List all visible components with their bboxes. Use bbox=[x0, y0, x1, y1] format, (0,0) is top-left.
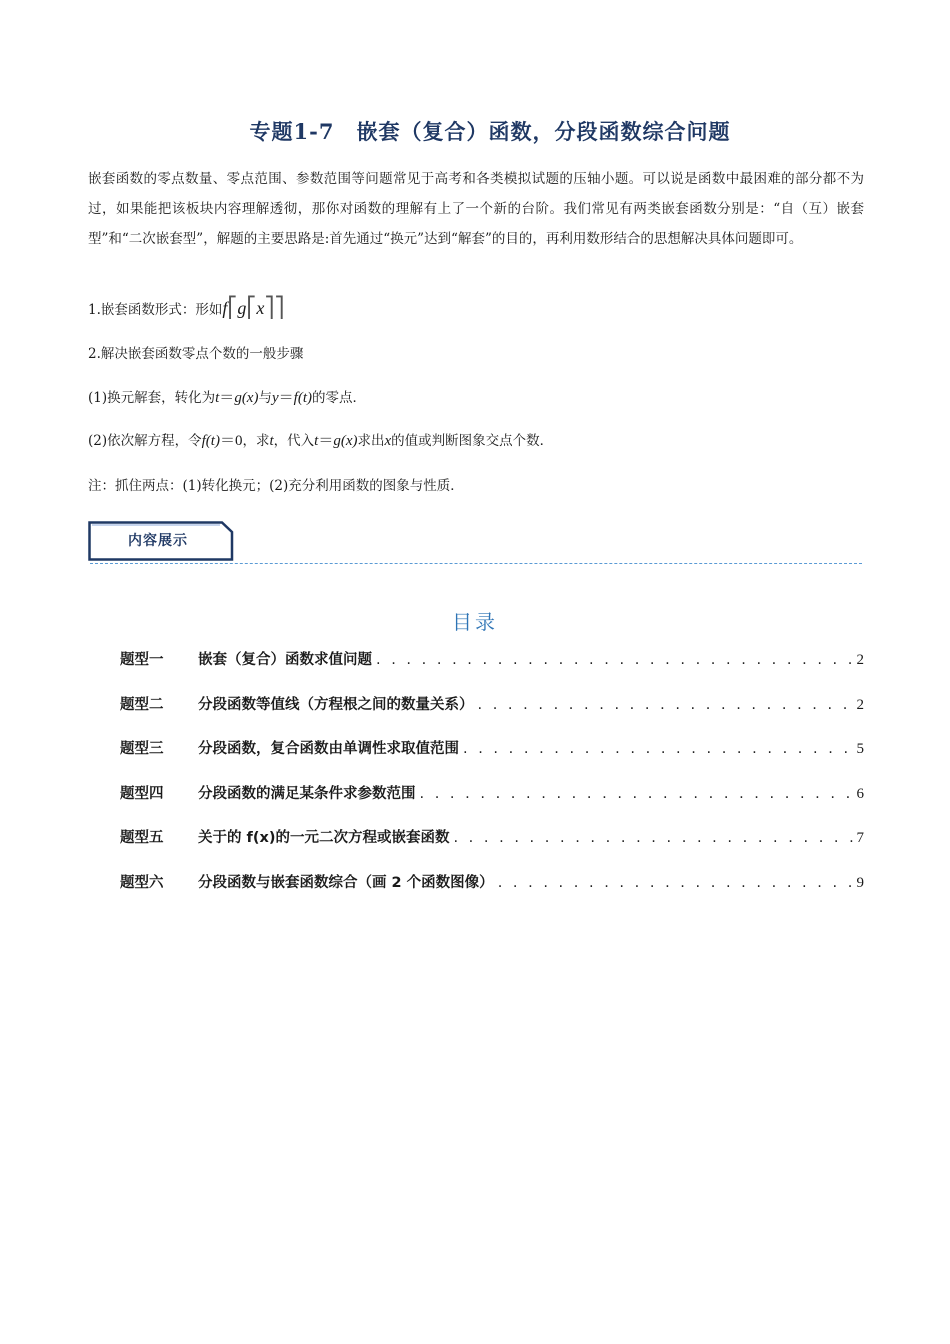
toc-entry-1[interactable] bbox=[120, 648, 864, 693]
toc-entry-page: 2 bbox=[856, 696, 864, 713]
toc-entry-type: 题型一 bbox=[120, 652, 164, 668]
note: 注：抓住两点：(1)转化换元；(2)充分利用函数的图象与性质． bbox=[88, 478, 464, 494]
toc-leader-dots bbox=[498, 875, 853, 891]
section-divider bbox=[90, 563, 862, 564]
toc-entry-page: 9 bbox=[856, 874, 864, 891]
point-2: 2.解决嵌套函数零点个数的一般步骤 bbox=[88, 346, 304, 362]
toc-leader-dots bbox=[376, 652, 853, 668]
table-of-contents bbox=[120, 648, 864, 915]
intro-paragraph: 嵌套函数的零点数量、零点范围、参数范围等问题常见于高考和各类模拟试题的压轴小题。可以说是函数中最困难的部分都不为过，如果能把该板块内容理解透彻，那你对函数的理解有上了一个新的台阶。我们常见有两类嵌套函数分别是：“自（互）嵌套型”和“二次嵌套型”，解题的主要思路是:首先通过“换元”达到“解套”的目的，再利用数形结合的思想解决具体问题即可。 bbox=[88, 171, 864, 247]
point-3-text-a: (1)换元解套，转化为 bbox=[88, 390, 216, 406]
toc-entry-type: 题型五 bbox=[120, 830, 164, 846]
toc-entry-text: 分段函数等值线（方程根之间的数量关系） bbox=[198, 696, 474, 713]
point-4-text-a: (2)依次解方程，令 bbox=[88, 433, 202, 449]
toc-entry-2[interactable] bbox=[120, 693, 864, 738]
section-tab-label: 内容展示 bbox=[128, 533, 188, 549]
toc-leader-dots bbox=[478, 697, 853, 713]
math-gx: g(x) bbox=[333, 433, 358, 449]
math-eq: ＝ bbox=[278, 390, 294, 406]
point-4-text-c: ，代入 bbox=[273, 433, 315, 449]
toc-leader-dots bbox=[463, 741, 853, 757]
toc-entry-text: 嵌套（复合）函数求值问题 bbox=[198, 652, 372, 668]
toc-entry-5[interactable] bbox=[120, 826, 864, 871]
point-3-text-b: 与 bbox=[258, 390, 272, 406]
toc-entry-3[interactable] bbox=[120, 737, 864, 782]
section-tab bbox=[88, 521, 232, 559]
toc-entry-text: 分段函数的满足某条件求参数范围 bbox=[198, 785, 416, 802]
point-4-text-e: 的值或判断图象交点个数． bbox=[391, 433, 554, 449]
toc-leader-dots bbox=[453, 830, 852, 846]
math-x: x bbox=[384, 433, 392, 449]
point-1-label: 1.嵌套函数形式：形如 bbox=[88, 302, 223, 318]
point-4-text-d: 求出 bbox=[357, 433, 385, 449]
toc-entry-page: 5 bbox=[856, 741, 864, 757]
math-gx: g(x) bbox=[234, 390, 259, 406]
math-t: t bbox=[314, 433, 319, 449]
point-3-text-c: 的零点． bbox=[311, 390, 366, 406]
toc-entry-text: 分段函数，复合函数由单调性求取值范围 bbox=[198, 741, 459, 757]
point-3 bbox=[88, 387, 366, 409]
math-ft: f(t) bbox=[201, 433, 220, 449]
toc-title: 目录 bbox=[452, 610, 498, 634]
toc-entry-4[interactable] bbox=[120, 782, 864, 827]
math-y: y bbox=[271, 390, 279, 406]
toc-entry-6[interactable] bbox=[120, 871, 864, 916]
math-eq: ＝ bbox=[318, 433, 334, 449]
toc-entry-type: 题型六 bbox=[120, 874, 164, 891]
toc-leader-dots bbox=[420, 786, 853, 802]
math-ft: f(t) bbox=[293, 390, 312, 406]
point-4 bbox=[88, 430, 553, 452]
page-title: 专题1-7 嵌套（复合）函数，分段函数综合问题 bbox=[249, 119, 731, 144]
math-eq-zero: ＝0 bbox=[219, 433, 243, 449]
toc-entry-type: 题型二 bbox=[120, 696, 164, 713]
formula-g: g bbox=[237, 298, 247, 318]
toc-entry-page: 7 bbox=[856, 830, 864, 846]
point-4-text-b: ，求 bbox=[242, 433, 270, 449]
math-t: t bbox=[215, 390, 220, 406]
toc-entry-type: 题型三 bbox=[120, 741, 164, 757]
toc-entry-text: 分段函数与嵌套函数综合（画 2 个函数图像） bbox=[198, 874, 494, 891]
toc-entry-page: 6 bbox=[856, 785, 864, 802]
math-eq: ＝ bbox=[219, 390, 235, 406]
nested-function-formula: f⎡g⎡x⎤⎤ bbox=[222, 297, 285, 319]
toc-entry-page: 2 bbox=[856, 652, 864, 668]
formula-f: f bbox=[222, 298, 228, 318]
math-t: t bbox=[269, 433, 274, 449]
point-1 bbox=[88, 297, 284, 321]
toc-entry-type: 题型四 bbox=[120, 785, 164, 802]
formula-x: x bbox=[256, 298, 265, 318]
toc-entry-text: 关于的 f(x)的一元二次方程或嵌套函数 bbox=[198, 830, 450, 846]
